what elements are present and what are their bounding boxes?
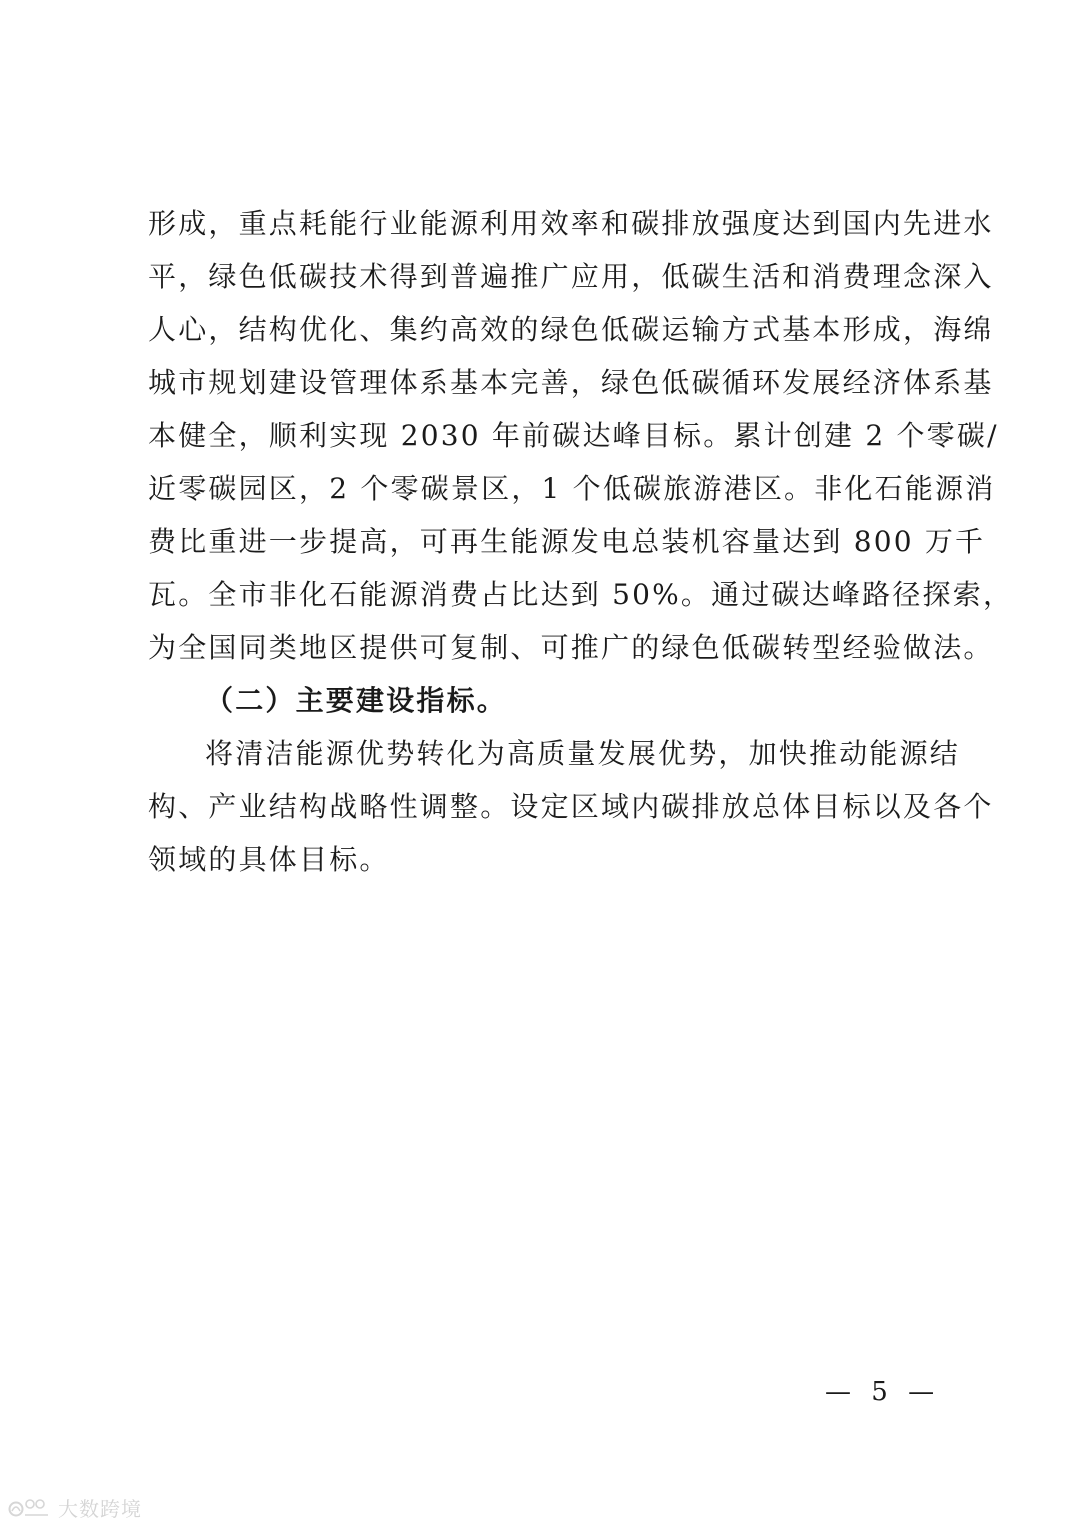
dashuju-logo-icon <box>8 1497 54 1521</box>
watermark-text: 大数跨境 <box>58 1497 142 1521</box>
section-heading: （二）主要建设指标。 <box>205 684 508 717</box>
paragraph-1-line-8: 瓦。全市非化石能源消费占比达到 50%。通过碳达峰路径探索， <box>148 578 1014 611</box>
paragraph-2-line-3: 领域的具体目标。 <box>148 843 390 876</box>
paragraph-1-line-7: 费比重进一步提高，可再生能源发电总装机容量达到 800 万千 <box>148 525 986 558</box>
watermark <box>8 1496 142 1522</box>
paragraph-2-line-2: 构、产业结构战略性调整。设定区域内碳排放总体目标以及各个 <box>148 790 994 823</box>
paragraph-1-line-5: 本健全，顺利实现 2030 年前碳达峰目标。累计创建 2 个零碳/ <box>148 419 999 452</box>
paragraph-1-line-1: 形成，重点耗能行业能源利用效率和碳排放强度达到国内先进水 <box>148 207 994 240</box>
paragraph-2-line-1: 将清洁能源优势转化为高质量发展优势，加快推动能源结 <box>205 737 961 770</box>
paragraph-1-line-2: 平，绿色低碳技术得到普遍推广应用，低碳生活和消费理念深入 <box>148 260 994 293</box>
paragraph-1-line-9: 为全国同类地区提供可复制、可推广的绿色低碳转型经验做法。 <box>148 631 994 664</box>
paragraph-1-line-3: 人心，结构优化、集约高效的绿色低碳运输方式基本形成，海绵 <box>148 313 994 346</box>
page-number: — 5 — <box>825 1377 941 1407</box>
paragraph-1-line-6: 近零碳园区，2 个零碳景区，1 个低碳旅游港区。非化石能源消 <box>148 472 996 505</box>
paragraph-1-line-4: 城市规划建设管理体系基本完善，绿色低碳循环发展经济体系基 <box>148 366 994 399</box>
